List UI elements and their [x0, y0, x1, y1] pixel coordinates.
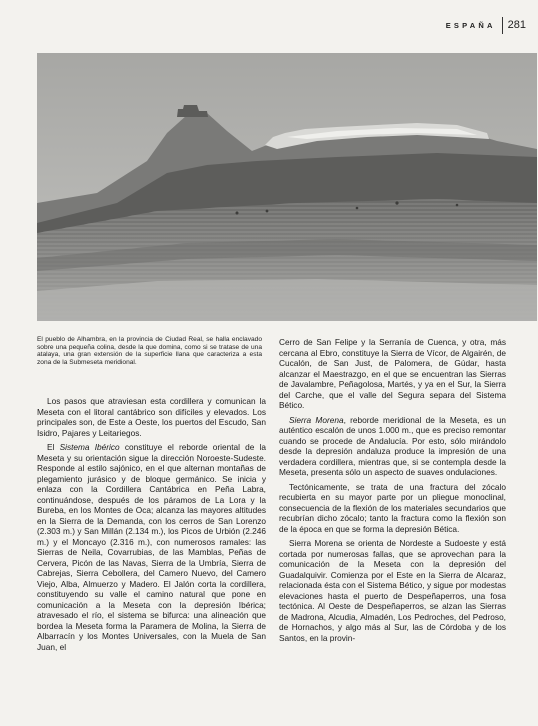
photo-caption: El pueblo de Alhambra, en la provincia de Ciudad Real, se halla enclavado sobre una pequeña colina, desde la que domina, como si se tratase de una atalaya, una gran extensión de la superficie llana que caracteriza a esta zona de la Submeseta meridional. — [37, 336, 262, 366]
paragraph-body: , reborde meridional de la Meseta, es un auténtico escalón de unos 1.000 m., que es preciso remontar cuando se procede de Andalucía. Por esto, sólo mirándolo desde la depresión andaluza produce la impresión de una verdadera cordillera, mientras que, si se contempla desde la Meseta, presenta sólo un aspecto de suaves ondulaciones. — [279, 414, 506, 477]
text-column-left — [37, 396, 266, 656]
term-sistema-iberico: Sistema Ibérico — [59, 442, 120, 452]
page-number: 281 — [507, 19, 526, 31]
paragraph-body: constituye el reborde oriental de la Meseta y su orientación sigue la dirección Noroeste-Sudeste. Responde al estilo sajónico, en el que alternan montañas de plegamiento jurásico y de bloque germánico. Se inicia y enlaza con la Cordillera Cantábrica en Peña Labra, continuándose, después de los páramos de La Lora y la Bureba, en los Montes de Oca; alcanza las mayores altitudes en la Sierra de la Demanda, con los cerros de San Lorenzo (2.303 m.) y San Millán (2.134 m.), los Picos de Urbión (2.246 m.) y el Moncayo (2.316 m.), con numerosos ramales: las Sierras de Neila, Covarrubias, de las Mamblas, Peñas de Cervera, Picón de las Navas, Sierra de la Umbría, Sierra de Cabrejas, Sierra Cebollera, del Camero Nuevo, del Camero Viejo, Alba, Almuerzo y Madero. El Jalón corta la cordillera, constituyendo su valle el camino natural que pone en comunicación a la Meseta con la depresión Ibérica; atravesado el río, el sistema se bifurca: una alineación que bordea la Meseta forma la Paramera de Molina, la Sierra de Albarracín y los Montes Universales, con la Muela de San Juan, el — [37, 442, 267, 652]
running-header — [446, 16, 526, 34]
paragraph-sistema-iberico — [37, 442, 266, 652]
paragraph-continuation: Cerro de San Felipe y la Serranía de Cuenca, y otra, más cercana al Ebro, constituye la Sierra de Vícor, de Algairén, de Cucalón, de San Just, de Palomera, de Gúdar, hasta alcanzar el Maestrazgo, en el que se encuentran las Sierras de Javalambre, Peñagolosa, Martés, y ya en el Sur, la Sierra del Carche, que el valle del Segura separa del Sistema Bético. — [279, 337, 506, 410]
section-name: ESPAÑA — [445, 20, 496, 30]
paragraph-sierra-morena — [279, 415, 506, 478]
term-sierra-morena: Sierra Morena — [289, 414, 344, 425]
paragraph-pasos: Los pasos que atraviesan esta cordillera y comunican la Meseta con el litoral cantábrico son difíciles y elevados. Los principales son, de Este a Oeste, los puertos del Escudo, San Isidro, Pajares y Leitariegos. — [37, 396, 266, 438]
paragraph-orientacion: Sierra Morena se orienta de Nordeste a Sudoeste y está cortada por numerosas fallas, que se aprovechan para la comunicación de la Meseta con la depresión del Guadalquivir. Comienza por el Este en la Sierra de Alcaraz, relacionada ésta con el Sistema Bético, y sigue por modestas elevaciones hasta el puerto de Despeñaperros, una fosa tectónica. Al Oeste de Despeñaperros, se alzan las Sierras de Madrona, Alcudia, Almadén, Los Pedroches, del Pedroso, de Hornachos, y algo más al Sur, las de Córdoba y de los Santos, en la provin- — [279, 538, 506, 643]
landscape-photo — [37, 53, 537, 321]
paragraph-lead: El — [47, 442, 55, 452]
header-divider — [502, 17, 503, 34]
paragraph-tectonica: Tectónicamente, se trata de una fractura del zócalo recubierta en su mayor parte por un pliegue monoclinal, consecuencia de la flexión de los materiales secundarios que recubrían dicho zócalo; tanto la fractura como la flexión son de la época en que se forma la depresión Bética. — [279, 481, 506, 534]
text-column-right — [279, 337, 506, 647]
photo-illustration — [37, 53, 537, 321]
